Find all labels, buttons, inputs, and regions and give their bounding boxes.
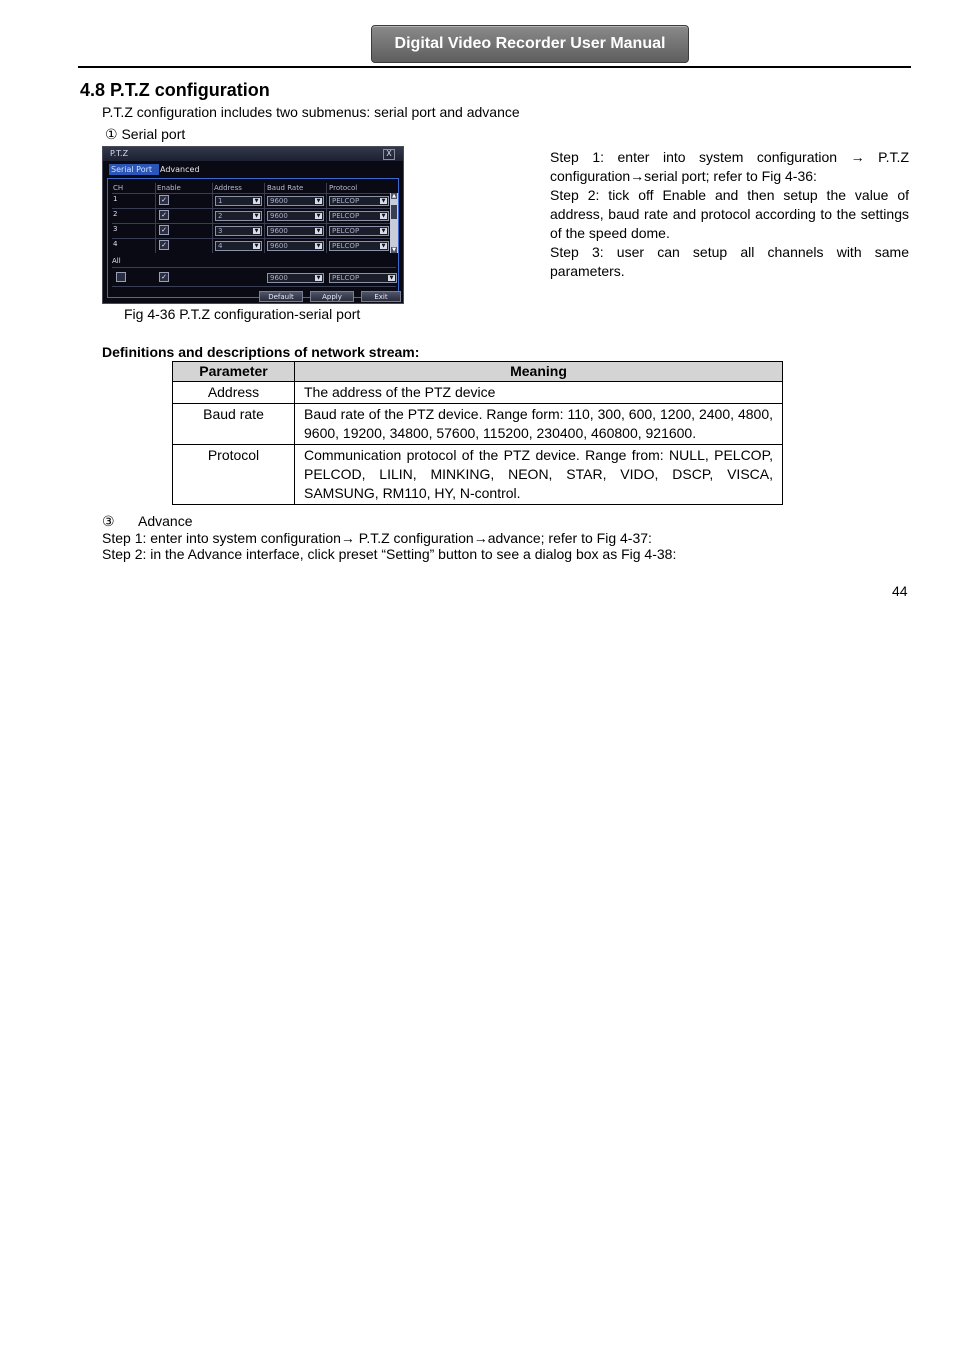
definitions-table — [172, 361, 783, 505]
dvr-window-titlebar — [103, 147, 403, 161]
param-cell: Baud rate — [173, 404, 295, 445]
grid-scrollbar[interactable] — [390, 193, 398, 253]
chevron-down-icon: ▼ — [381, 243, 386, 249]
address-value: 3 — [218, 227, 223, 235]
chevron-down-icon[interactable]: ▼ — [392, 247, 396, 253]
all-baud-select[interactable] — [267, 273, 324, 283]
col-header-parameter: Parameter — [173, 362, 295, 382]
col-header-baud-rate: Baud Rate — [267, 184, 304, 192]
advance-step-2: Step 2: in the Advance interface, click preset “Setting” button to see a dialog box as Fig 4-38: — [102, 546, 677, 562]
enable-checkbox[interactable]: ✓ — [159, 210, 169, 220]
advance-label: Advance — [138, 513, 193, 529]
chevron-down-icon: ▼ — [316, 228, 321, 234]
default-button[interactable]: Default — [259, 291, 303, 302]
grid-line — [112, 223, 392, 224]
col-header-enable: Enable — [157, 184, 181, 192]
tab-serial-port[interactable]: Serial Port — [109, 164, 159, 175]
baud-select[interactable] — [267, 226, 324, 236]
baud-select[interactable] — [267, 241, 324, 251]
step-2: Step 2: tick off Enable and then setup the value of address, baud rate and protocol according to the settings of the speed dome. — [550, 187, 909, 241]
chevron-down-icon: ▼ — [316, 213, 321, 219]
grid-line — [326, 183, 327, 253]
row-ch: 1 — [113, 195, 118, 203]
dvr-serial-panel — [107, 178, 399, 298]
chevron-down-icon: ▼ — [316, 275, 321, 281]
chevron-down-icon: ▼ — [316, 243, 321, 249]
enable-checkbox[interactable]: ✓ — [159, 240, 169, 250]
chevron-down-icon: ▼ — [316, 198, 321, 204]
table-row — [173, 404, 783, 445]
all-secondary-checkbox[interactable]: ✓ — [159, 272, 169, 282]
page-number: 44 — [892, 583, 908, 599]
baud-value: 9600 — [270, 242, 288, 250]
all-baud-value: 9600 — [270, 274, 288, 282]
scroll-thumb[interactable] — [391, 205, 397, 219]
protocol-value: PELCOP — [332, 212, 360, 220]
section-intro: P.T.Z configuration includes two submenus: serial port and advance — [102, 104, 520, 120]
meaning-cell: Communication protocol of the PTZ device. Range from: NULL, PELCOP, PELCOD, LILIN, MINKING, NEON, STAR, VIDO, DSCP, VISCA, SAMSUNG, RM110, HY, N-control. — [295, 445, 783, 505]
enable-checkbox[interactable]: ✓ — [159, 225, 169, 235]
tab-advanced[interactable]: Advanced — [160, 165, 200, 174]
step-1: Step 1: enter into system configuration → P.T.Z configuration→serial port; refer to Fig 4-36: — [550, 149, 909, 184]
subsection-serial-port: ① Serial port — [105, 126, 186, 142]
chevron-down-icon: ▼ — [254, 198, 259, 204]
address-value: 1 — [218, 197, 223, 205]
row-ch: 2 — [113, 210, 118, 218]
table-row — [173, 382, 783, 404]
address-select[interactable] — [215, 211, 262, 221]
dvr-channel-grid — [112, 183, 392, 253]
chevron-up-icon[interactable]: ▲ — [392, 193, 396, 199]
baud-value: 9600 — [270, 212, 288, 220]
meaning-cell: The address of the PTZ device — [295, 382, 783, 404]
step-3: Step 3: user can setup all channels with same parameters. — [550, 244, 909, 279]
apply-button[interactable]: Apply — [310, 291, 354, 302]
meaning-cell: Baud rate of the PTZ device. Range form: 110, 300, 600, 1200, 2400, 4800, 9600, 19200, 34800, 57600, 115200, 230400, 460800, 921600. — [295, 404, 783, 445]
grid-line — [155, 183, 156, 253]
definitions-heading: Definitions and descriptions of network stream: — [102, 344, 420, 360]
chevron-down-icon: ▼ — [381, 198, 386, 204]
section-heading: 4.8 P.T.Z configuration — [80, 80, 270, 100]
address-value: 2 — [218, 212, 223, 220]
row-ch: 3 — [113, 225, 118, 233]
baud-value: 9600 — [270, 227, 288, 235]
baud-value: 9600 — [270, 197, 288, 205]
protocol-value: PELCOP — [332, 242, 360, 250]
baud-select[interactable] — [267, 196, 324, 206]
steps-block — [550, 148, 909, 281]
close-icon[interactable]: X — [383, 149, 395, 160]
header-title-badge — [371, 25, 689, 63]
all-enable-checkbox[interactable] — [116, 272, 126, 282]
advance-marker: ③ — [102, 513, 115, 529]
table-row — [173, 445, 783, 505]
protocol-value: PELCOP — [332, 197, 360, 205]
col-header-protocol: Protocol — [329, 184, 358, 192]
address-select[interactable] — [215, 226, 262, 236]
all-channels-row — [112, 267, 396, 287]
col-header-address: Address — [214, 184, 242, 192]
col-header-ch: CH — [113, 184, 124, 192]
header-title: Digital Video Recorder User Manual — [394, 35, 666, 52]
address-value: 4 — [218, 242, 223, 250]
all-channels-label: All — [112, 257, 121, 265]
dvr-window-title: P.T.Z — [110, 149, 129, 158]
exit-button[interactable]: Exit — [361, 291, 401, 302]
grid-line — [112, 238, 392, 239]
protocol-select[interactable] — [329, 241, 389, 251]
grid-line — [212, 183, 213, 253]
all-protocol-value: PELCOP — [332, 274, 360, 282]
chevron-down-icon: ▼ — [381, 213, 386, 219]
all-protocol-select[interactable] — [329, 273, 397, 283]
address-select[interactable] — [215, 241, 262, 251]
chevron-down-icon: ▼ — [254, 213, 259, 219]
protocol-select[interactable] — [329, 196, 389, 206]
figure-caption: Fig 4-36 P.T.Z configuration-serial port — [124, 306, 361, 322]
grid-line — [112, 193, 392, 194]
enable-checkbox[interactable]: ✓ — [159, 195, 169, 205]
param-cell: Protocol — [173, 445, 295, 505]
address-select[interactable] — [215, 196, 262, 206]
chevron-down-icon: ▼ — [381, 228, 386, 234]
col-header-meaning: Meaning — [295, 362, 783, 382]
grid-line — [112, 208, 392, 209]
protocol-select[interactable] — [329, 226, 389, 236]
grid-line — [264, 183, 265, 253]
chevron-down-icon: ▼ — [254, 228, 259, 234]
chevron-down-icon: ▼ — [254, 243, 259, 249]
advance-step-1: Step 1: enter into system configuration→ P.T.Z configuration→advance; refer to Fig 4-37: — [102, 530, 652, 546]
dvr-ptz-screenshot — [102, 146, 404, 304]
chevron-down-icon: ▼ — [389, 275, 394, 281]
protocol-value: PELCOP — [332, 227, 360, 235]
param-cell: Address — [173, 382, 295, 404]
baud-select[interactable] — [267, 211, 324, 221]
protocol-select[interactable] — [329, 211, 389, 221]
row-ch: 4 — [113, 240, 118, 248]
table-header-row — [173, 362, 783, 382]
header-rule — [78, 66, 911, 68]
